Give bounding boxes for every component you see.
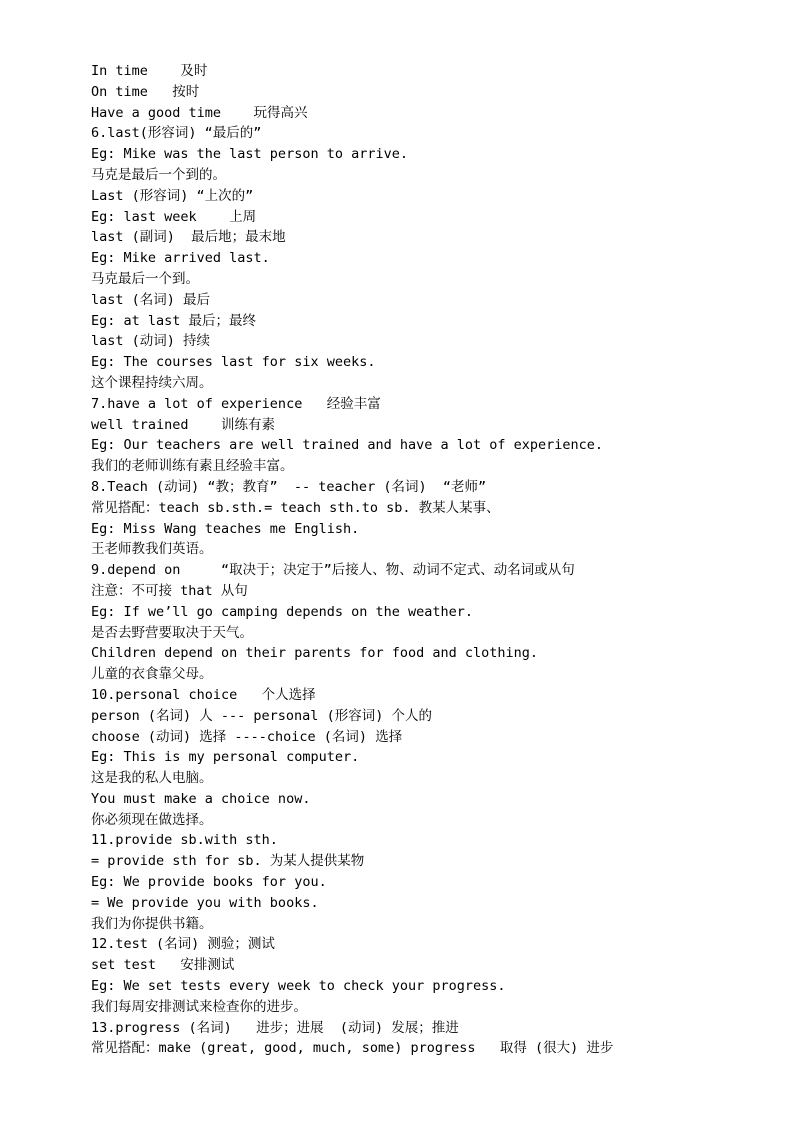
translation: 马克是最后一个到的。 [91,166,226,183]
example-sentence: Eg: We provide books for you. [91,874,327,891]
example-sentence: Eg: Mike arrived last. [91,250,270,267]
text-line: = provide sth for sb. 为某人提供某物 [91,853,365,870]
section-heading: 6.last(形容词) “最后的” [91,125,262,142]
text-line: person (名词) 人 --- personal (形容词) 个人的 [91,707,432,724]
section-heading: 9.depend on “取决于；决定于”后接人、物、动词不定式、动名词或从句 [91,562,575,579]
collocation-note: 常见搭配：make (great, good, much, some) progress 取得 (很大) 进步 [91,1040,614,1057]
section-heading: 13.progress (名词) 进步；进展 (动词) 发展；推进 [91,1019,459,1036]
text-line: Last (形容词) “上次的” [91,187,254,204]
example-sentence: Eg: This is my personal computer. [91,749,360,766]
document-page [91,61,771,1059]
section-heading: 12.test (名词) 测验；测试 [91,936,275,953]
text-line: choose (动词) 选择 ----choice (名词) 选择 [91,728,403,745]
translation: 是否去野营要取决于天气。 [91,624,253,641]
translation: 这是我的私人电脑。 [91,770,213,787]
example-sentence: Eg: The courses last for six weeks. [91,354,376,371]
translation: 马克最后一个到。 [91,270,199,287]
example-sentence: Children depend on their parents for food and clothing. [91,645,539,662]
text-line: In time 及时 [91,63,208,79]
note-line: 注意：不可接 that 从句 [91,582,248,599]
translation: 我们的老师训练有素且经验丰富。 [91,458,294,475]
example-sentence: You must make a choice now. [91,790,311,807]
translation: 你必须现在做选择。 [91,811,213,828]
section-heading: 8.Teach (动词) “教；教育” -- teacher (名词) “老师” [91,478,487,495]
example-sentence: = We provide you with books. [91,894,319,911]
text-line: well trained 训练有素 [91,416,276,433]
collocation-note: 常见搭配：teach sb.sth.= teach sth.to sb. 教某人某事、 [91,499,500,516]
section-heading: 10.personal choice 个人选择 [91,686,316,703]
text-line: last (名词) 最后 [91,291,211,308]
example-sentence: Eg: last week 上周 [91,208,257,225]
translation: 我们为你提供书籍。 [91,915,213,932]
translation: 王老师教我们英语。 [91,541,213,558]
translation: 儿童的衣食靠父母。 [91,666,213,683]
example-sentence: Eg: Miss Wang teaches me English. [91,520,360,537]
text-line: On time 按时 [91,83,200,100]
example-sentence: Eg: at last 最后；最终 [91,312,257,329]
text-line: set test 安排测试 [91,957,235,974]
example-sentence: Eg: Our teachers are well trained and have a lot of experience. [91,437,604,454]
section-heading: 7.have a lot of experience 经验丰富 [91,395,381,412]
translation: 这个课程持续六周。 [91,374,213,391]
translation: 我们每周安排测试来检查你的进步。 [91,998,307,1015]
example-sentence: Eg: Mike was the last person to arrive. [91,146,408,163]
text-line: last (副词) 最后地；最末地 [91,229,286,246]
example-sentence: Eg: We set tests every week to check your progress. [91,978,506,995]
section-heading: 11.provide sb.with sth. [91,832,278,849]
text-line: last (动词) 持续 [91,333,211,350]
text-line: Have a good time 玩得高兴 [91,104,308,121]
example-sentence: Eg: If we’ll go camping depends on the weather. [91,603,474,620]
